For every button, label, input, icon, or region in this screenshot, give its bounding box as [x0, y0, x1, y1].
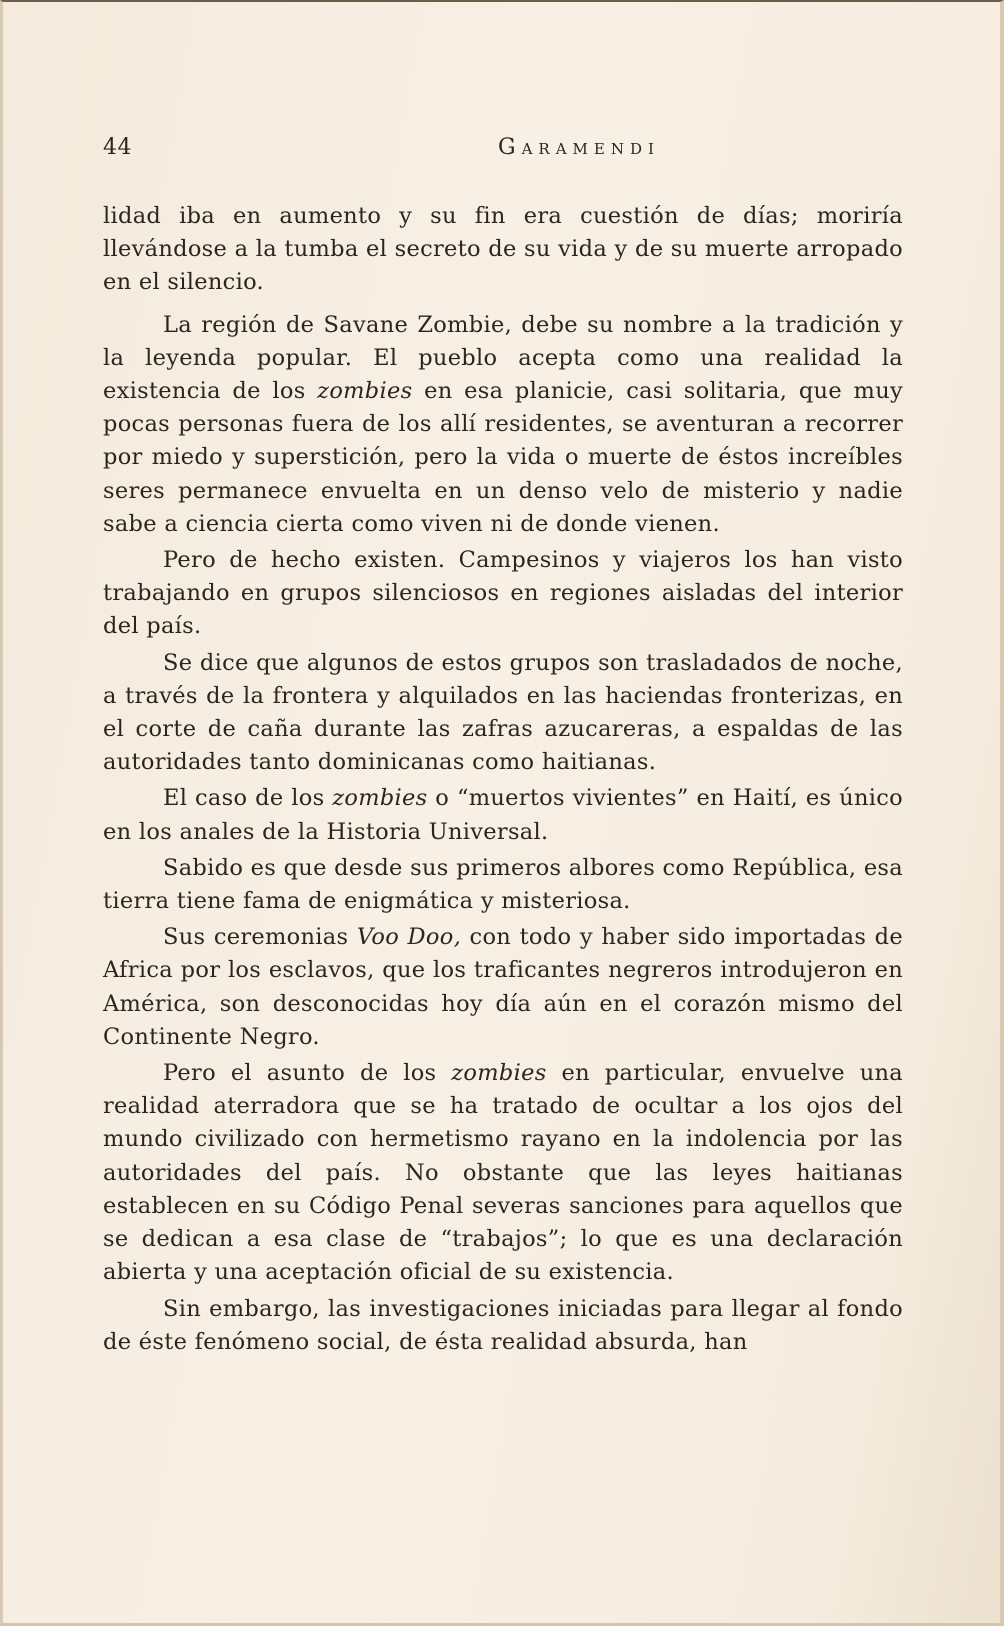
paragraph-6: [103, 852, 903, 918]
text-run: en esa planicie, casi solitaria, que muy pocas personas fuera de los allí residentes, se aventuran a recorrer por miedo y superstición, pero la vida o muerte de éstos increíbles seres permanece envuelta en un denso velo de misterio y nadie sabe a ciencia cierta como viven ni de donde vienen.: [103, 378, 903, 537]
paragraph-3: [103, 544, 903, 644]
body-text: [103, 200, 903, 1359]
paragraph-2: [103, 309, 903, 541]
paragraph-4: [103, 647, 903, 780]
text-run: El caso de los: [163, 785, 333, 812]
italic-term: zombies: [317, 378, 413, 405]
text-run: Pero de hecho existen. Campesinos y viajeros los han visto trabajando en grupos silenciosos en regiones aisladas del interior del país.: [103, 547, 903, 640]
italic-term: zombies: [451, 1060, 547, 1087]
text-run: o “muertos vivientes” en Haití, es único en los anales de la Historia Universal.: [103, 785, 903, 845]
text-run: Se dice que algunos de estos grupos son trasladados de noche, a través de la frontera y alquilados en las haciendas fronterizas, en el corte de caña durante las zafras azucareras, a espaldas de las autoridades tanto dominicanas como haitianas.: [103, 649, 903, 776]
text-run: La región de Savane Zombie, debe su nombre a la tradición y la leyenda popular. El pueblo acepta como una realidad la existencia de los: [103, 311, 903, 405]
running-title: Garamendi: [498, 135, 660, 160]
page-number: 44: [103, 135, 132, 160]
paragraph-9: [103, 1293, 903, 1359]
paragraph-5: [103, 782, 903, 848]
text-run: en particular, envuelve una realidad aterradora que se ha tratado de ocultar a los ojos del mundo civilizado con hermetismo rayano en la indolencia por las autoridades del país. No obstante que las leyes haitianas establecen en su Código Penal severas sanciones para aquellos que se dedican a esa clase de “trabajos”; lo que es una declaración abierta y una aceptación oficial de su existencia.: [103, 1060, 903, 1286]
paragraph-8: [103, 1057, 903, 1289]
text-run: lidad iba en aumento y su fin era cuestión de días; moriría llevándose a la tumba el secreto de su vida y de su muerte arropado en el silencio.: [103, 203, 903, 296]
running-head: [103, 135, 903, 171]
paragraph-1: [103, 200, 903, 300]
italic-term: Voo Doo,: [356, 924, 462, 951]
text-run: Pero el asunto de los: [163, 1060, 452, 1087]
text-run: con todo y haber sido importadas de Africa por los esclavos, que los traficantes negreros introdujeron en América, son desconocidas hoy día aún en el corazón mismo del Continente Negro.: [103, 924, 903, 1050]
text-run: Sus ceremonias: [163, 924, 357, 951]
text-run: Sabido es que desde sus primeros albores como República, esa tierra tiene fama de enigmática y misteriosa.: [103, 854, 903, 915]
text-run: Sin embargo, las investigaciones iniciadas para llegar al fondo de éste fenómeno social, de ésta realidad absurda, han: [103, 1295, 903, 1355]
italic-term: zombies: [332, 785, 428, 812]
paragraph-7: [103, 921, 903, 1054]
